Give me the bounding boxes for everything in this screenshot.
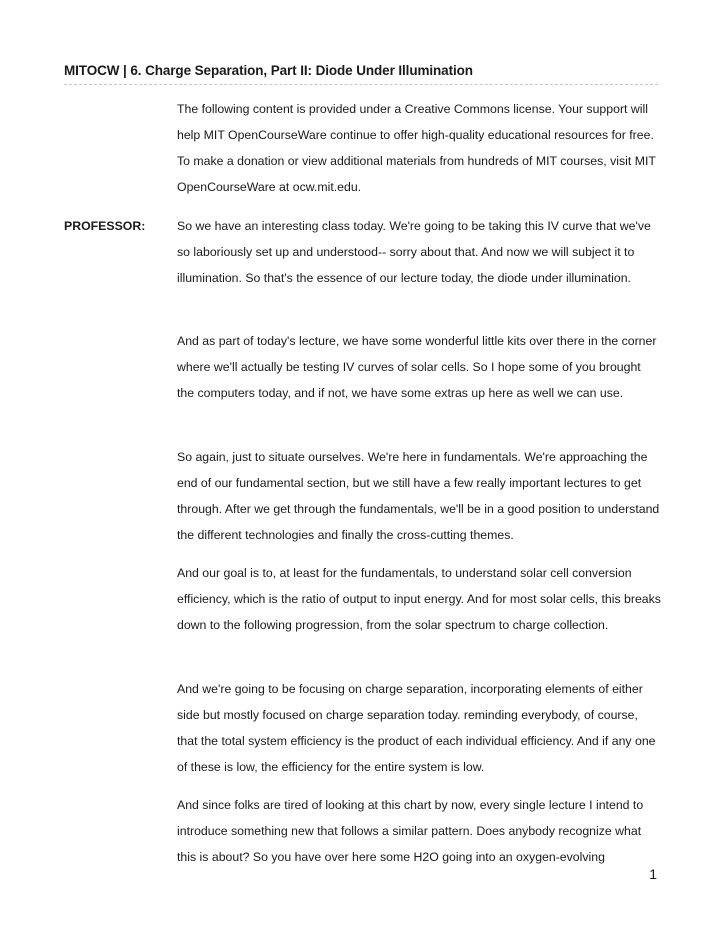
paragraph-intro: So we have an interesting class today. We're going to be taking this IV curve that we've so laboriously set up and understood-- sorry about that. And now we will subject it to illumination. So that's the essence of our lecture today, the diode under illumination. xyxy=(177,219,651,285)
header-divider xyxy=(64,84,658,85)
paragraph-chart: And since folks are tired of looking at this chart by now, every single lecture I intend to introduce something new that follows a similar pattern. Does anybody recognize what this is about? So you have over here some H2O going into an oxygen-evolving xyxy=(177,798,644,864)
document-title: MITOCW | 6. Charge Separation, Part II: Diode Under Illumination xyxy=(64,63,473,78)
speaker-label: PROFESSOR: xyxy=(64,219,146,233)
paragraph-license: The following content is provided under a Creative Commons license. Your support will help MIT OpenCourseWare continue to offer high-quality educational resources for free. To make a donation or view additional materials from hundreds of MIT courses, visit MIT OpenCourseWare at ocw.mit.edu. xyxy=(177,102,656,194)
paragraph-kits: And as part of today's lecture, we have some wonderful little kits over there in the corner where we'll actually be testing IV curves of solar cells. So I hope some of you brought the computers today, and if not, we have some extras up here as well we can use. xyxy=(177,334,657,400)
paragraph-fundamentals: So again, just to situate ourselves. We're here in fundamentals. We're approaching the end of our fundamental section, but we still have a few really important lectures to get through. After we get through the fundamentals, we'll be in a good position to understand the different technologies and finally the cross-cutting themes. xyxy=(177,450,660,542)
paragraph-efficiency: And our goal is to, at least for the fundamentals, to understand solar cell conversion efficiency, which is the ratio of output to input energy. And for most solar cells, this breaks down to the following progression, from the solar spectrum to charge collection. xyxy=(177,566,661,632)
page-number: 1 xyxy=(649,866,657,882)
paragraph-charge-separation: And we're going to be focusing on charge separation, incorporating elements of either side but mostly focused on charge separation today. reminding everybody, of course, that the total system efficiency is the product of each individual efficiency. And if any one of these is low, the efficiency for the entire system is low. xyxy=(177,682,656,774)
